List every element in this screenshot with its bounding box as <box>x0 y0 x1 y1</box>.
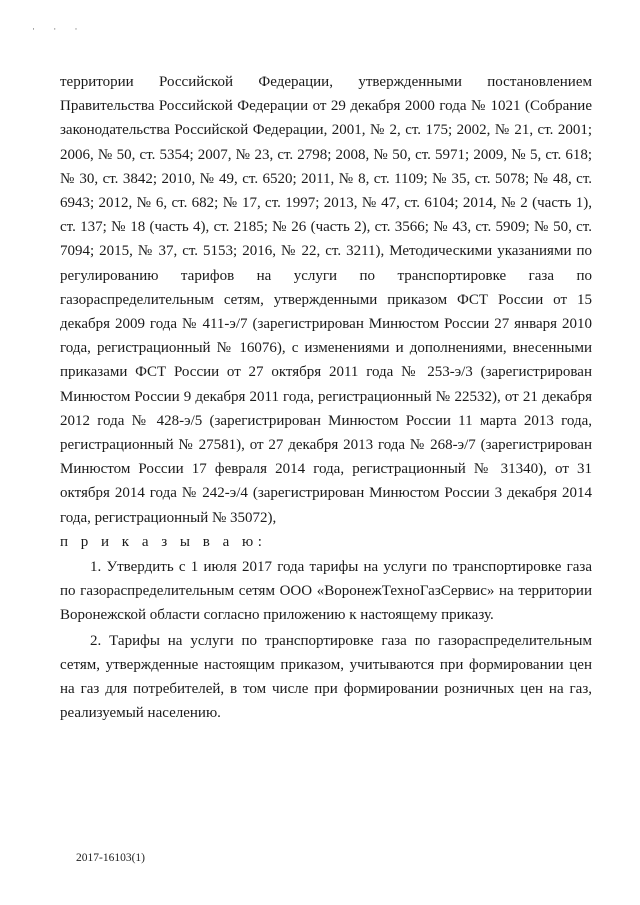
basis-paragraph: территории Российской Федерации, утвержденными постановлением Правительства Российской Федерации от 29 декабря 2000 года № 1021 (Собрание законодательства Российской Федерации, 2001, № 2, ст. 175; 2002, № 21, ст. 2001; 2006, № 50, ст. 5354; 2007, № 23, ст. 2798; 2008, № 50, ст. 5971; 2009, № 5, ст. 618; № 30, ст. 3842; 2010, № 49, ст. 6520; 2011, № 8, ст. 1109; № 35, ст. 5078; № 48, ст. 6943; 2012, № 6, ст. 682; № 17, ст. 1997; 2013, № 47, ст. 6104; 2014, № 2 (часть 1), ст. 137; № 18 (часть 4), ст. 2185; № 26 (часть 2), ст. 3566; № 43, ст. 5909; № 50, ст. 7094; 2015, № 37, ст. 5153; 2016, № 22, ст. 3211), Методическими указаниями по регулированию тарифов на услуги по транспортировке газа по газораспределительным сетям, утвержденными приказом ФСТ России от 15 декабря 2009 года № 411-э/7 (зарегистрирован Минюстом России 27 января 2010 года, регистрационный № 16076), с изменениями и дополнениями, внесенными приказами ФСТ России от 27 октября 2011 года № 253-э/3 (зарегистрирован Минюстом России 9 декабря 2011 года, регистрационный № 22532), от 21 декабря 2012 года № 428-э/5 (зарегистрирован Минюстом России 11 марта 2013 года, регистрационный № 27581), от 27 декабря 2013 года № 268-э/7 (зарегистрирован Минюстом России 17 февраля 2014 года, регистрационный № 31340), от 31 октября 2014 года № 242-э/4 (зарегистрирован Минюстом России 3 декабря 2014 года, регистрационный № 35072), <box>60 74 592 526</box>
document-code: 2017-16103(1) <box>76 852 145 864</box>
order-item-1: 1. Утвердить с 1 июля 2017 года тарифы на услуги по транспортировке газа по газораспределительным сетям ООО «ВоронежТехноГазСервис» на территории Воронежской области согласно приложению к настоящему приказу. <box>60 559 592 624</box>
order-item-2: 2. Тарифы на услуги по транспортировке газа по газораспределительным сетям, утвержденные настоящим приказом, учитываются при формировании цен на газ для потребителей, в том числе при формировании розничных цен на газ, реализуемый населению. <box>60 632 592 722</box>
scan-marks: · · · <box>32 24 86 34</box>
order-word: п р и к а з ы в а ю: <box>60 533 267 550</box>
document-body <box>60 70 592 725</box>
